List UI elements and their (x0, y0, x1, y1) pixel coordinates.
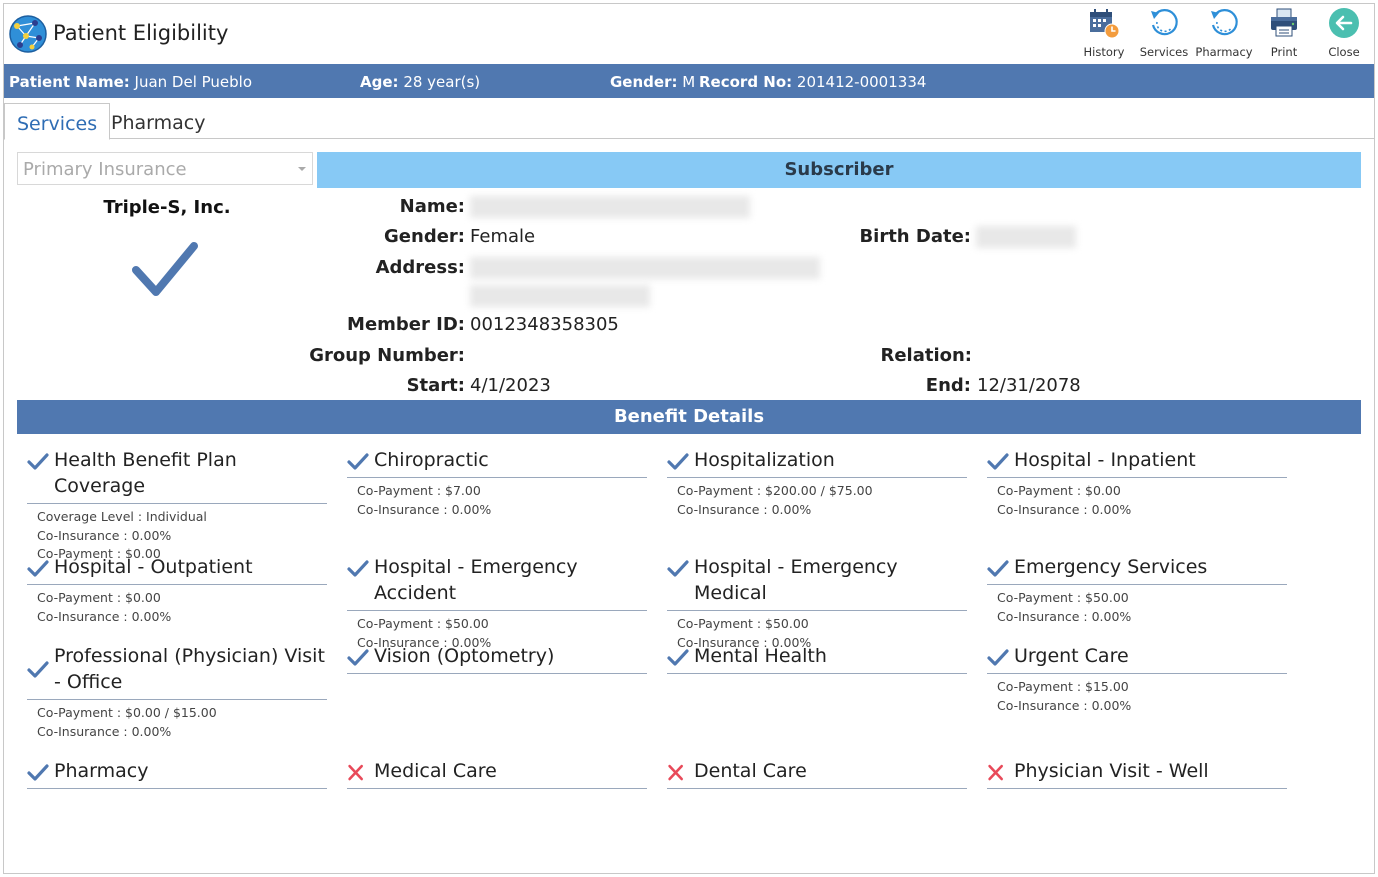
app-title: Patient Eligibility (53, 21, 229, 45)
benefit-detail-line: Co-Payment : $0.00 / $15.00 (37, 705, 217, 720)
benefit-card (987, 641, 1287, 715)
print-label: Print (1270, 45, 1298, 59)
toolbar (1074, 4, 1374, 64)
insurance-name: Triple-S, Inc. (103, 197, 231, 218)
benefit-detail-line: Coverage Level : Individual (37, 509, 207, 524)
benefit-title-text: Hospital - Emergency Medical (694, 556, 898, 604)
checkmark-icon (347, 560, 369, 578)
subscriber-birth-redacted (976, 226, 1076, 248)
patient-age-label: Age: (360, 73, 399, 91)
insurance-select-value: Primary Insurance (23, 159, 187, 180)
benefit-details (27, 585, 327, 626)
benefit-card (987, 756, 1287, 789)
patient-age-value: 28 year(s) (403, 73, 481, 91)
benefit-detail-line: Co-Payment : $200.00 / $75.00 (677, 483, 873, 498)
benefit-card (27, 445, 327, 564)
history-button[interactable] (1074, 4, 1134, 64)
benefit-detail-line: Co-Insurance : 0.00% (677, 634, 812, 650)
pharmacy-label: Pharmacy (1195, 45, 1253, 59)
benefit-card (667, 552, 967, 652)
subscriber-header: Subscriber (317, 152, 1361, 188)
patient-record-value: 201412-0001334 (796, 73, 927, 91)
patient-info-bar (4, 64, 1374, 98)
refresh-icon (1148, 7, 1180, 39)
cross-icon (347, 764, 366, 782)
subscriber-address-label: Address: (375, 257, 465, 278)
calendar-clock-icon (1088, 7, 1120, 39)
benefit-card (667, 641, 967, 674)
patient-name-field (9, 73, 252, 91)
benefit-details (347, 478, 647, 519)
benefit-title-text: Hospital - Inpatient (1014, 449, 1196, 471)
benefit-title-text: Health Benefit Plan Coverage (54, 449, 237, 497)
benefit-title-text: Medical Care (374, 760, 497, 782)
subscriber-birth-label: Birth Date: (859, 226, 971, 247)
benefit-detail-line: Co-Insurance : 0.00% (997, 501, 1132, 517)
benefit-details-header: Benefit Details (17, 400, 1361, 434)
checkmark-icon (347, 649, 369, 667)
subscriber-name-redacted (470, 196, 750, 218)
benefit-card (987, 552, 1287, 626)
benefit-title (27, 445, 327, 504)
benefit-detail-line: Co-Payment : $50.00 (677, 616, 809, 631)
benefit-card (27, 641, 327, 741)
refresh-icon (1208, 7, 1240, 39)
services-label: Services (1139, 45, 1189, 59)
chevron-down-icon (298, 167, 306, 171)
checkmark-icon (27, 453, 49, 471)
benefit-title (347, 445, 647, 478)
benefit-title (667, 756, 967, 789)
tab-bar (4, 103, 1374, 139)
benefit-title (667, 445, 967, 478)
patient-name-value: Juan Del Pueblo (134, 73, 253, 91)
checkmark-icon (667, 649, 689, 667)
patient-gender-label: Gender: (610, 73, 678, 91)
benefit-card (347, 641, 647, 674)
benefit-detail-line: Co-Insurance : 0.00% (997, 608, 1132, 624)
benefit-title-text: Hospital - Outpatient (54, 556, 253, 578)
benefit-detail-line: Co-Payment : $15.00 (997, 679, 1129, 694)
benefit-title (27, 641, 327, 700)
benefit-title-text: Physician Visit - Well (1014, 760, 1209, 782)
cross-icon (667, 764, 686, 782)
subscriber-group-label: Group Number: (309, 345, 465, 366)
app-header (4, 4, 1374, 64)
subscriber-end-label: End: (925, 375, 971, 396)
benefit-title-text: Hospitalization (694, 449, 835, 471)
benefit-card (27, 756, 327, 789)
printer-icon (1268, 7, 1300, 39)
patient-age-field (360, 73, 480, 91)
subscriber-end-value: 12/31/2078 (977, 375, 1081, 396)
benefit-details (27, 700, 327, 741)
checkmark-icon (987, 560, 1009, 578)
benefit-detail-line: Co-Payment : $0.00 (37, 546, 161, 561)
pharmacy-button[interactable] (1194, 4, 1254, 64)
benefit-title-text: Dental Care (694, 760, 807, 782)
subscriber-address-redacted-2 (470, 285, 650, 307)
benefit-details (987, 674, 1287, 715)
cross-icon (987, 764, 1006, 782)
benefit-details (987, 478, 1287, 519)
benefit-card (347, 445, 647, 519)
checkmark-icon (27, 560, 49, 578)
history-label: History (1083, 45, 1125, 59)
checkmark-icon (667, 560, 689, 578)
checkmark-icon (27, 764, 49, 782)
checkmark-icon (667, 453, 689, 471)
checkmark-icon (987, 649, 1009, 667)
insurance-select[interactable] (17, 152, 313, 185)
eligibility-window (3, 3, 1375, 874)
benefit-details (667, 478, 967, 519)
benefit-title (987, 641, 1287, 674)
benefit-detail-line: Co-Insurance : 0.00% (677, 501, 812, 517)
benefit-title (987, 445, 1287, 478)
benefit-title-text: Pharmacy (54, 760, 149, 782)
subscriber-member-label: Member ID: (347, 314, 465, 335)
benefit-detail-line: Co-Payment : $0.00 (37, 590, 161, 605)
benefit-details (987, 585, 1287, 626)
checkmark-icon (132, 240, 198, 298)
services-button[interactable] (1134, 4, 1194, 64)
benefit-title (347, 756, 647, 789)
patient-name-label: Patient Name: (9, 73, 130, 91)
checkmark-icon (987, 453, 1009, 471)
benefit-title (27, 552, 327, 585)
subscriber-start-label: Start: (406, 375, 465, 396)
close-button[interactable] (1314, 4, 1374, 64)
benefit-title-text: Mental Health (694, 645, 827, 667)
benefit-title (347, 552, 647, 611)
benefit-detail-line: Co-Payment : $50.00 (357, 616, 489, 631)
benefit-title (667, 641, 967, 674)
network-globe-icon (8, 14, 48, 54)
benefit-detail-line: Co-Insurance : 0.00% (37, 608, 172, 624)
subscriber-gender-value: Female (470, 226, 536, 247)
patient-gender-value: M (682, 73, 696, 91)
benefit-card (667, 756, 967, 789)
benefit-card (987, 445, 1287, 519)
subscriber-member-value: 0012348358305 (470, 314, 619, 335)
benefit-detail-line: Co-Payment : $0.00 (997, 483, 1121, 498)
checkmark-icon (27, 661, 49, 679)
benefit-detail-line: Co-Payment : $50.00 (997, 590, 1129, 605)
subscriber-address-redacted-1 (470, 257, 820, 279)
benefit-detail-line: Co-Insurance : 0.00% (357, 501, 492, 517)
subscriber-name-label: Name: (399, 196, 465, 217)
print-button[interactable] (1254, 4, 1314, 64)
benefit-title (27, 756, 327, 789)
patient-gender-field (610, 73, 695, 91)
benefit-detail-line: Co-Insurance : 0.00% (997, 697, 1132, 713)
benefit-card (347, 552, 647, 652)
close-label: Close (1328, 45, 1360, 59)
subscriber-start-value: 4/1/2023 (470, 375, 551, 396)
patient-record-field (699, 73, 926, 91)
benefit-card (347, 756, 647, 789)
checkmark-icon (347, 453, 369, 471)
benefit-detail-line: Co-Insurance : 0.00% (357, 634, 492, 650)
benefit-title (987, 552, 1287, 585)
benefit-detail-line: Co-Insurance : 0.00% (37, 527, 172, 543)
tab-services[interactable]: Services (4, 103, 110, 140)
benefit-title-text: Emergency Services (1014, 556, 1208, 578)
benefit-title-text: Professional (Physician) Visit - Office (54, 645, 325, 693)
subscriber-relation-label: Relation: (880, 345, 972, 366)
benefit-title-text: Urgent Care (1014, 645, 1129, 667)
benefit-detail-line: Co-Insurance : 0.00% (37, 723, 172, 739)
benefit-detail-line: Co-Payment : $7.00 (357, 483, 481, 498)
benefit-title (667, 552, 967, 611)
patient-record-label: Record No: (699, 73, 793, 91)
benefit-title-text: Hospital - Emergency Accident (374, 556, 578, 604)
tab-pharmacy[interactable]: Pharmacy (111, 112, 206, 134)
benefit-title (347, 641, 647, 674)
benefit-title-text: Vision (Optometry) (374, 645, 555, 667)
back-arrow-icon (1328, 7, 1360, 39)
subscriber-gender-label: Gender: (384, 226, 465, 247)
benefit-card (667, 445, 967, 519)
benefit-card (27, 552, 327, 626)
benefit-title (987, 756, 1287, 789)
benefit-title-text: Chiropractic (374, 449, 489, 471)
